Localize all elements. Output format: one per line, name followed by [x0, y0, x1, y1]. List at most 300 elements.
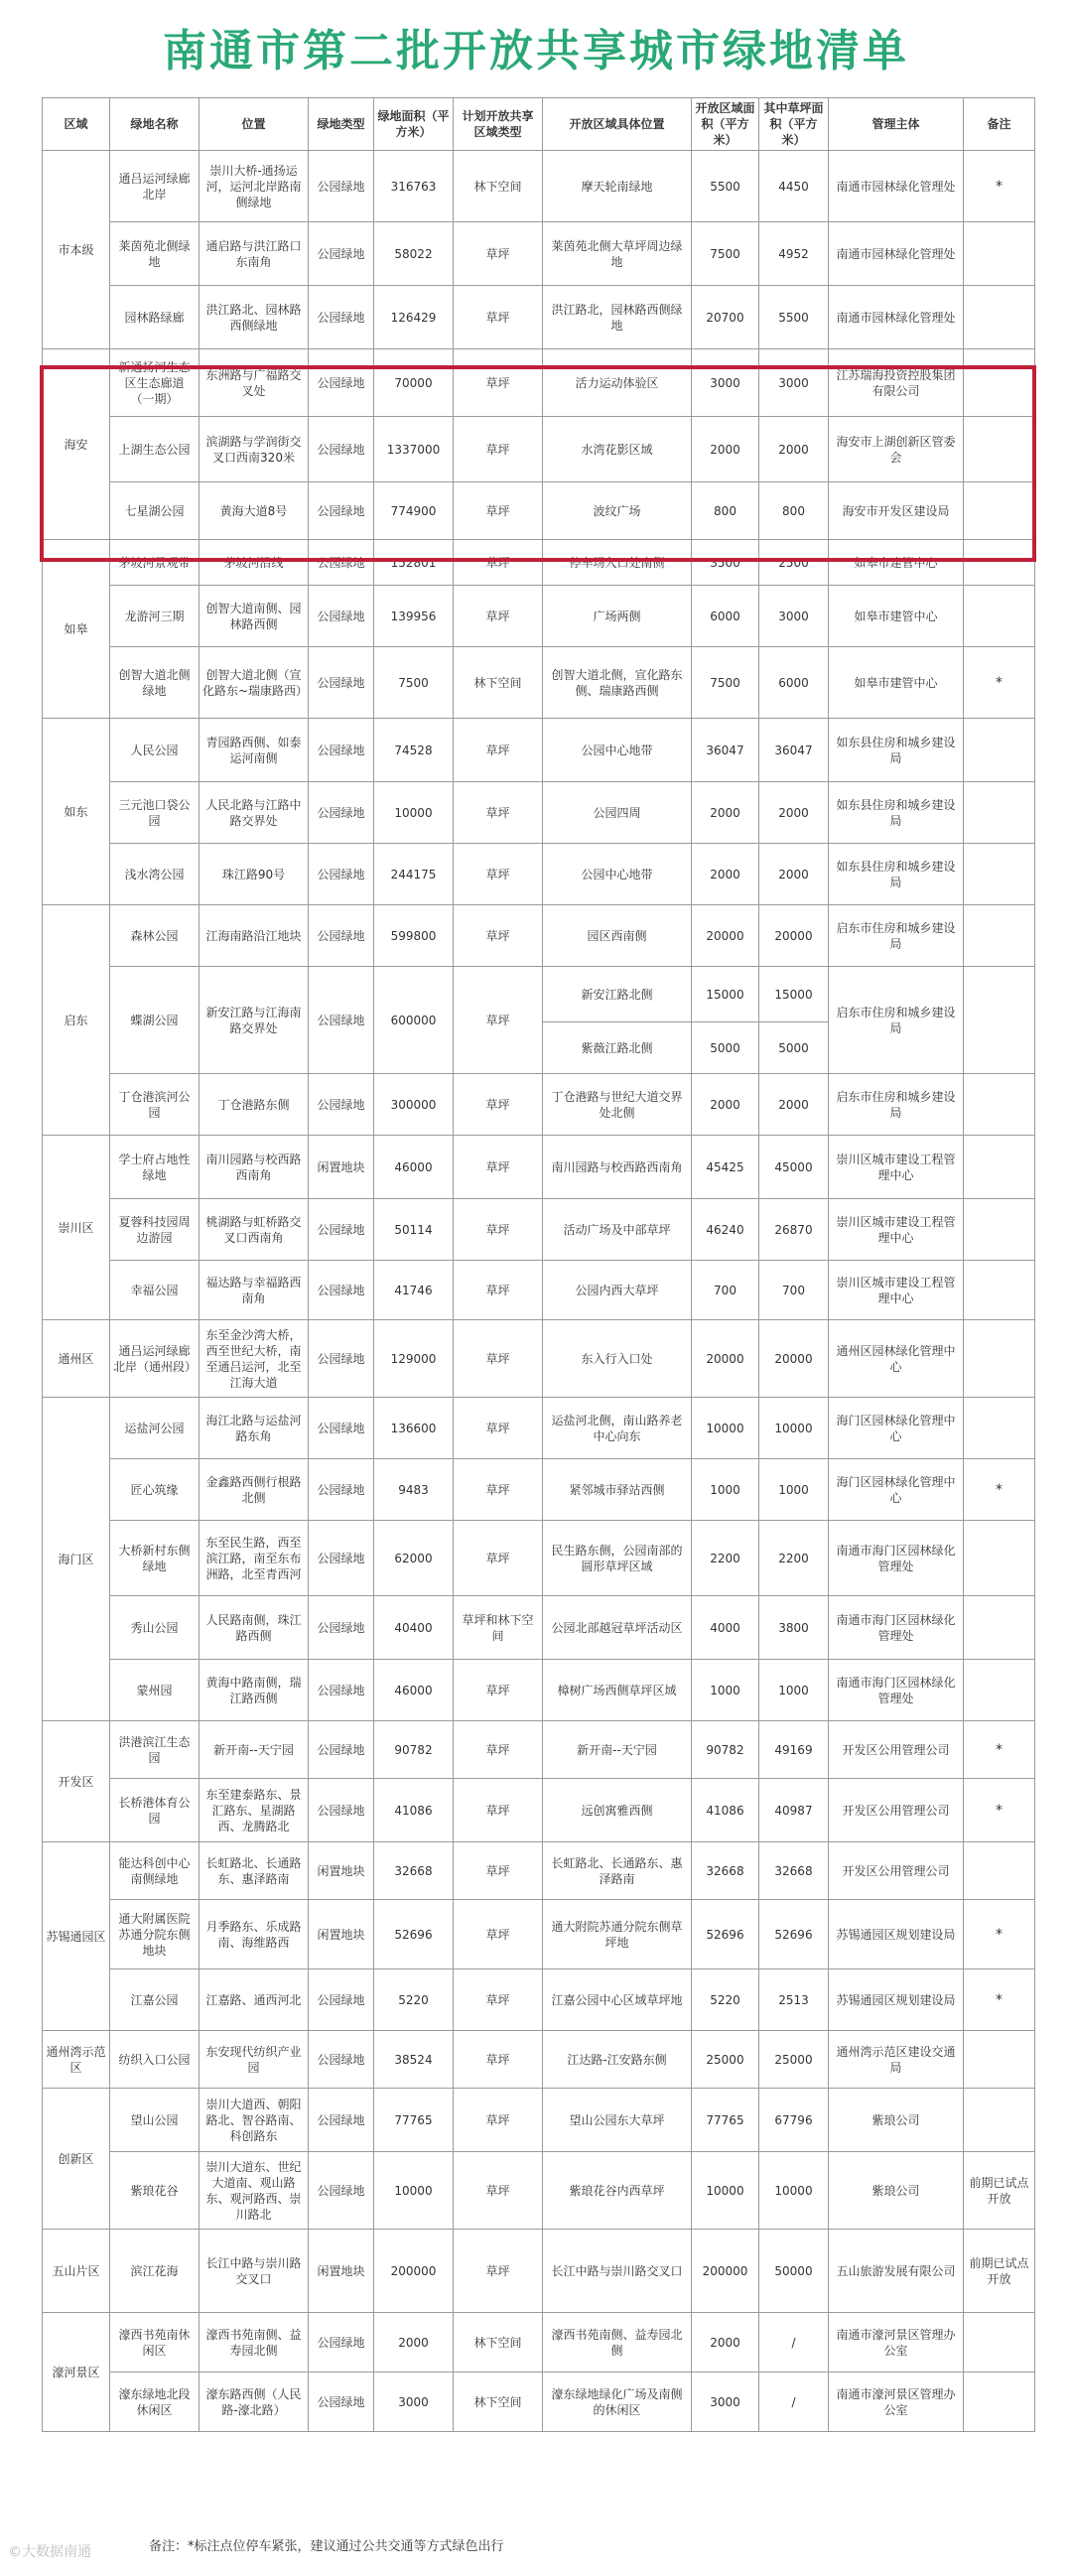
green-area-cell: 7500 [374, 647, 454, 719]
region-cell: 崇川区 [43, 1136, 110, 1320]
open-area-cell: 5000 [692, 1022, 759, 1074]
column-header: 开放区域面积（平方米） [692, 98, 759, 151]
open-area-cell: 3000 [692, 349, 759, 417]
green-name-cell: 夏蓉科技园周边游园 [110, 1199, 200, 1261]
table-row [43, 1900, 1035, 1969]
note-cell [964, 1521, 1035, 1596]
green-name-cell: 丁仓港滨河公园 [110, 1074, 200, 1136]
footnote: 备注：*标注点位停车紧张，建议通过公共交通等方式绿色出行 [149, 2539, 504, 2554]
green-type-cell: 公园绿地 [309, 1660, 374, 1721]
table-row [43, 1320, 1035, 1398]
location-cell: 青园路西侧、如泰运河南侧 [200, 719, 309, 782]
green-type-cell: 公园绿地 [309, 1596, 374, 1660]
lawn-area-cell: 67796 [759, 2089, 829, 2152]
manager-cell: 崇川区城市建设工程管理中心 [829, 1199, 964, 1261]
green-name-cell: 望山公园 [110, 2089, 200, 2152]
open-area-cell: 3000 [692, 2373, 759, 2432]
location-cell: 月季路东、乐成路南、海维路西 [200, 1900, 309, 1969]
green-name-cell: 滨江花海 [110, 2230, 200, 2313]
table-row [43, 1261, 1035, 1320]
open-spot-cell: 莱茵苑北侧大草坪周边绿地 [543, 222, 692, 286]
open-spot-cell: 创智大道北侧，宣化路东侧、瑞康路西侧 [543, 647, 692, 719]
manager-cell: 南通市濠河景区管理办公室 [829, 2373, 964, 2432]
location-cell: 人民北路与江路中路交界处 [200, 782, 309, 844]
note-cell [964, 782, 1035, 844]
lawn-area-cell: 15000 [759, 967, 829, 1022]
manager-cell: 启东市住房和城乡建设局 [829, 967, 964, 1074]
table-row [43, 2152, 1035, 2230]
green-name-cell: 紫琅花谷 [110, 2152, 200, 2230]
green-type-cell: 闲置地块 [309, 2230, 374, 2313]
region-cell: 市本级 [43, 151, 110, 349]
table-row [43, 719, 1035, 782]
share-type-cell: 草坪 [454, 1721, 543, 1779]
green-name-cell: 蒙州园 [110, 1660, 200, 1721]
open-area-cell: 77765 [692, 2089, 759, 2152]
manager-cell: 苏锡通园区规划建设局 [829, 1900, 964, 1969]
open-area-cell: 15000 [692, 967, 759, 1022]
location-cell: 南川园路与校西路西南角 [200, 1136, 309, 1199]
column-header: 区域 [43, 98, 110, 151]
green-type-cell: 公园绿地 [309, 905, 374, 967]
note-cell: * [964, 1721, 1035, 1779]
region-cell: 启东 [43, 905, 110, 1136]
open-spot-cell: 停车场入口处南侧 [543, 540, 692, 586]
watermark-logo: ©大数据南通 [8, 2544, 91, 2560]
manager-cell: 海安市上湖创新区管委会 [829, 417, 964, 482]
green-type-cell: 公园绿地 [309, 844, 374, 905]
lawn-area-cell: 20000 [759, 1320, 829, 1398]
manager-cell: 启东市住房和城乡建设局 [829, 1074, 964, 1136]
note-cell: * [964, 1459, 1035, 1521]
green-area-cell: 52696 [374, 1900, 454, 1969]
open-spot-cell: 濠东绿地绿化广场及南侧的休闲区 [543, 2373, 692, 2432]
location-cell: 滨湖路与学润街交叉口西南320米 [200, 417, 309, 482]
region-cell: 如东 [43, 719, 110, 905]
green-name-cell: 浅水湾公园 [110, 844, 200, 905]
table-row [43, 1721, 1035, 1779]
open-spot-cell: 丁仓港路与世纪大道交界处北侧 [543, 1074, 692, 1136]
green-area-cell: 32668 [374, 1842, 454, 1900]
note-cell [964, 2031, 1035, 2089]
open-area-cell: 32668 [692, 1842, 759, 1900]
note-cell [964, 1596, 1035, 1660]
note-cell [964, 1660, 1035, 1721]
share-type-cell: 草坪和林下空间 [454, 1596, 543, 1660]
manager-cell: 南通市濠河景区管理办公室 [829, 2313, 964, 2373]
green-name-cell: 学士府占地性绿地 [110, 1136, 200, 1199]
location-cell: 通启路与洪江路口东南角 [200, 222, 309, 286]
location-cell: 新安江路与江海南路交界处 [200, 967, 309, 1074]
note-cell [964, 2313, 1035, 2373]
location-cell: 桃湖路与虹桥路交叉口西南角 [200, 1199, 309, 1261]
table-row [43, 417, 1035, 482]
open-area-cell: 25000 [692, 2031, 759, 2089]
open-area-cell: 52696 [692, 1900, 759, 1969]
manager-cell: 南通市园林绿化管理处 [829, 286, 964, 349]
lawn-area-cell: 26870 [759, 1199, 829, 1261]
green-name-cell: 三元池口袋公园 [110, 782, 200, 844]
note-cell: * [964, 1900, 1035, 1969]
lawn-area-cell: 49169 [759, 1721, 829, 1779]
lawn-area-cell: 36047 [759, 719, 829, 782]
location-cell: 创智大道北侧（宣化路东~瑞康路西） [200, 647, 309, 719]
share-type-cell: 林下空间 [454, 2313, 543, 2373]
table-row [43, 905, 1035, 967]
lawn-area-cell: 700 [759, 1261, 829, 1320]
green-type-cell: 公园绿地 [309, 482, 374, 540]
location-cell: 崇川大道东、世纪大道南、观山路东、观河路西、崇川路北 [200, 2152, 309, 2230]
open-spot-cell: 长江中路与崇川路交叉口 [543, 2230, 692, 2313]
lawn-area-cell: 32668 [759, 1842, 829, 1900]
table-row [43, 222, 1035, 286]
share-type-cell: 草坪 [454, 1842, 543, 1900]
location-cell: 茅坡河沿线 [200, 540, 309, 586]
share-type-cell: 草坪 [454, 540, 543, 586]
open-spot-cell: 公园中心地带 [543, 844, 692, 905]
column-header: 其中草坪面积（平方米） [759, 98, 829, 151]
lawn-area-cell: 40987 [759, 1779, 829, 1842]
lawn-area-cell: 2500 [759, 540, 829, 586]
green-area-cell: 1337000 [374, 417, 454, 482]
table-row [43, 2373, 1035, 2432]
share-type-cell: 草坪 [454, 1320, 543, 1398]
share-type-cell: 草坪 [454, 586, 543, 647]
green-type-cell: 公园绿地 [309, 349, 374, 417]
column-header: 备注 [964, 98, 1035, 151]
green-type-cell: 公园绿地 [309, 1779, 374, 1842]
column-header: 计划开放共享区域类型 [454, 98, 543, 151]
note-cell: * [964, 151, 1035, 222]
share-type-cell: 草坪 [454, 782, 543, 844]
column-header: 位置 [200, 98, 309, 151]
table-row [43, 782, 1035, 844]
open-spot-cell: 新开南--天宁园 [543, 1721, 692, 1779]
green-type-cell: 闲置地块 [309, 1136, 374, 1199]
region-cell: 五山片区 [43, 2230, 110, 2313]
green-name-cell: 上湖生态公园 [110, 417, 200, 482]
open-area-cell: 6000 [692, 586, 759, 647]
manager-cell: 如东县住房和城乡建设局 [829, 782, 964, 844]
green-type-cell: 公园绿地 [309, 2373, 374, 2432]
location-cell: 东至金沙湾大桥，西至世纪大桥，南至通吕运河，北至江海大道 [200, 1320, 309, 1398]
green-type-cell: 公园绿地 [309, 1398, 374, 1459]
table-row [43, 586, 1035, 647]
open-spot-cell: 水湾花影区域 [543, 417, 692, 482]
open-area-cell: 800 [692, 482, 759, 540]
share-type-cell: 草坪 [454, 2230, 543, 2313]
page-title: 南通市第二批开放共享城市绿地清单 [163, 26, 909, 76]
open-spot-cell: 公园北部越冠草坪活动区 [543, 1596, 692, 1660]
open-spot-cell: 公园内西大草坪 [543, 1261, 692, 1320]
green-name-cell: 创智大道北侧绿地 [110, 647, 200, 719]
table-row [43, 2313, 1035, 2373]
share-type-cell: 草坪 [454, 1900, 543, 1969]
green-area-cell: 3000 [374, 2373, 454, 2432]
green-area-cell: 139956 [374, 586, 454, 647]
table-row [43, 1521, 1035, 1596]
open-area-cell: 36047 [692, 719, 759, 782]
lawn-area-cell: 10000 [759, 2152, 829, 2230]
open-area-cell: 46240 [692, 1199, 759, 1261]
green-type-cell: 公园绿地 [309, 1969, 374, 2031]
table-row [43, 1596, 1035, 1660]
share-type-cell: 草坪 [454, 1136, 543, 1199]
location-cell: 创智大道南侧、园林路西侧 [200, 586, 309, 647]
location-cell: 东至民生路，西至滨江路，南至东布洲路，北至青西河 [200, 1521, 309, 1596]
lawn-area-cell: 52696 [759, 1900, 829, 1969]
note-cell [964, 286, 1035, 349]
table-row [43, 647, 1035, 719]
note-cell [964, 1842, 1035, 1900]
location-cell: 江海南路沿江地块 [200, 905, 309, 967]
open-area-cell: 2200 [692, 1521, 759, 1596]
lawn-area-cell: 1000 [759, 1459, 829, 1521]
open-spot-cell: 摩天轮南绿地 [543, 151, 692, 222]
open-area-cell: 7500 [692, 647, 759, 719]
lawn-area-cell: / [759, 2313, 829, 2373]
open-area-cell: 2000 [692, 417, 759, 482]
green-area-cell: 316763 [374, 151, 454, 222]
green-type-cell: 公园绿地 [309, 2313, 374, 2373]
lawn-area-cell: 2000 [759, 417, 829, 482]
green-type-cell: 公园绿地 [309, 1521, 374, 1596]
green-area-cell: 599800 [374, 905, 454, 967]
column-header: 绿地类型 [309, 98, 374, 151]
green-type-cell: 公园绿地 [309, 540, 374, 586]
share-type-cell: 草坪 [454, 1261, 543, 1320]
share-type-cell: 草坪 [454, 1521, 543, 1596]
share-type-cell: 草坪 [454, 844, 543, 905]
lawn-area-cell: 4450 [759, 151, 829, 222]
manager-cell: 开发区公用管理公司 [829, 1842, 964, 1900]
open-area-cell: 20000 [692, 905, 759, 967]
lawn-area-cell: / [759, 2373, 829, 2432]
note-cell [964, 586, 1035, 647]
note-cell [964, 1261, 1035, 1320]
green-name-cell: 莱茵苑北侧绿地 [110, 222, 200, 286]
open-spot-cell: 运盐河北侧，南山路养老中心向东 [543, 1398, 692, 1459]
green-name-cell: 江嘉公园 [110, 1969, 200, 2031]
note-cell [964, 1074, 1035, 1136]
open-spot-cell: 长虹路北、长通路东、惠泽路南 [543, 1842, 692, 1900]
manager-cell: 如皋市建管中心 [829, 647, 964, 719]
location-cell: 黄海中路南侧，瑞江路西侧 [200, 1660, 309, 1721]
table-row [43, 1660, 1035, 1721]
green-area-cell: 10000 [374, 782, 454, 844]
region-cell: 创新区 [43, 2089, 110, 2230]
green-name-cell: 濠西书苑南休闲区 [110, 2313, 200, 2373]
column-header: 开放区域具体位置 [543, 98, 692, 151]
manager-cell: 通州区园林绿化管理中心 [829, 1320, 964, 1398]
green-area-cell: 200000 [374, 2230, 454, 2313]
table-row [43, 1459, 1035, 1521]
open-spot-cell: 活力运动体验区 [543, 349, 692, 417]
green-area-cell: 90782 [374, 1721, 454, 1779]
open-area-cell: 5500 [692, 151, 759, 222]
note-cell [964, 417, 1035, 482]
manager-cell: 通州湾示范区建设交通局 [829, 2031, 964, 2089]
green-area-cell: 244175 [374, 844, 454, 905]
share-type-cell: 草坪 [454, 967, 543, 1074]
green-name-cell: 通大附属医院苏通分院东侧地块 [110, 1900, 200, 1969]
green-area-cell: 62000 [374, 1521, 454, 1596]
region-cell: 如皋 [43, 540, 110, 719]
open-spot-cell: 广场两侧 [543, 586, 692, 647]
manager-cell: 南通市海门区园林绿化管理处 [829, 1596, 964, 1660]
green-area-cell: 129000 [374, 1320, 454, 1398]
share-type-cell: 草坪 [454, 2089, 543, 2152]
share-type-cell: 草坪 [454, 2031, 543, 2089]
column-header: 绿地面积（平方米） [374, 98, 454, 151]
open-area-cell: 10000 [692, 1398, 759, 1459]
green-name-cell: 秀山公园 [110, 1596, 200, 1660]
note-cell [964, 482, 1035, 540]
green-name-cell: 森林公园 [110, 905, 200, 967]
table-row [43, 1199, 1035, 1261]
manager-cell: 如东县住房和城乡建设局 [829, 844, 964, 905]
green-name-cell: 幸福公园 [110, 1261, 200, 1320]
lawn-area-cell: 45000 [759, 1136, 829, 1199]
green-name-cell: 匠心筑缘 [110, 1459, 200, 1521]
open-spot-cell: 濠西书苑南侧、益寿园北侧 [543, 2313, 692, 2373]
green-area-cell: 5220 [374, 1969, 454, 2031]
green-area-cell: 46000 [374, 1660, 454, 1721]
note-cell [964, 719, 1035, 782]
lawn-area-cell: 3000 [759, 349, 829, 417]
manager-cell: 海门区园林绿化管理中心 [829, 1398, 964, 1459]
open-spot-cell: 江嘉公园中心区域草坪地 [543, 1969, 692, 2031]
share-type-cell: 草坪 [454, 1779, 543, 1842]
green-area-cell: 46000 [374, 1136, 454, 1199]
open-area-cell: 2000 [692, 1074, 759, 1136]
open-spot-cell: 新安江路北侧 [543, 967, 692, 1022]
table-header-row [43, 98, 1035, 151]
open-area-cell: 2000 [692, 844, 759, 905]
lawn-area-cell: 2200 [759, 1521, 829, 1596]
location-cell: 东安现代纺织产业园 [200, 2031, 309, 2089]
share-type-cell: 林下空间 [454, 647, 543, 719]
manager-cell: 崇川区城市建设工程管理中心 [829, 1136, 964, 1199]
location-cell: 濠东路西侧（人民路-濠北路） [200, 2373, 309, 2432]
location-cell: 江嘉路、通西河北 [200, 1969, 309, 2031]
table-row [43, 286, 1035, 349]
table-row [43, 540, 1035, 586]
location-cell: 新开南--天宁园 [200, 1721, 309, 1779]
lawn-area-cell: 4952 [759, 222, 829, 286]
region-cell: 开发区 [43, 1721, 110, 1842]
table-row [43, 151, 1035, 222]
open-spot-cell: 洪江路北，园林路西侧绿地 [543, 286, 692, 349]
manager-cell: 海安市开发区建设局 [829, 482, 964, 540]
green-area-cell: 40400 [374, 1596, 454, 1660]
open-spot-cell: 通大附院苏通分院东侧草坪地 [543, 1900, 692, 1969]
share-type-cell: 草坪 [454, 1398, 543, 1459]
open-spot-cell: 公园中心地带 [543, 719, 692, 782]
green-area-cell: 50114 [374, 1199, 454, 1261]
table-row [43, 2230, 1035, 2313]
green-area-cell: 58022 [374, 222, 454, 286]
location-cell: 崇川大桥-通扬运河，运河北岸路南侧绿地 [200, 151, 309, 222]
green-name-cell: 运盐河公园 [110, 1398, 200, 1459]
lawn-area-cell: 50000 [759, 2230, 829, 2313]
open-area-cell: 20700 [692, 286, 759, 349]
note-cell: * [964, 647, 1035, 719]
note-cell: * [964, 1969, 1035, 2031]
location-cell: 濠西书苑南侧、益寿园北侧 [200, 2313, 309, 2373]
manager-cell: 江苏瑞海投资控股集团有限公司 [829, 349, 964, 417]
region-cell: 海门区 [43, 1398, 110, 1721]
share-type-cell: 草坪 [454, 222, 543, 286]
location-cell: 人民路南侧，珠江路西侧 [200, 1596, 309, 1660]
lawn-area-cell: 10000 [759, 1398, 829, 1459]
lawn-area-cell: 2513 [759, 1969, 829, 2031]
green-area-cell: 774900 [374, 482, 454, 540]
table-row [43, 2031, 1035, 2089]
note-cell [964, 967, 1035, 1074]
region-cell: 濠河景区 [43, 2313, 110, 2432]
green-name-cell: 能达科创中心南侧绿地 [110, 1842, 200, 1900]
region-cell: 通州湾示范区 [43, 2031, 110, 2089]
share-type-cell: 草坪 [454, 417, 543, 482]
green-type-cell: 公园绿地 [309, 222, 374, 286]
manager-cell: 如东县住房和城乡建设局 [829, 719, 964, 782]
green-area-cell: 152801 [374, 540, 454, 586]
open-spot-cell: 公园四周 [543, 782, 692, 844]
open-area-cell: 4000 [692, 1596, 759, 1660]
note-cell: 前期已试点开放 [964, 2230, 1035, 2313]
lawn-area-cell: 20000 [759, 905, 829, 967]
green-type-cell: 公园绿地 [309, 586, 374, 647]
location-cell: 黄海大道8号 [200, 482, 309, 540]
green-name-cell: 园林路绿廊 [110, 286, 200, 349]
green-name-cell: 大桥新村东侧绿地 [110, 1521, 200, 1596]
manager-cell: 如皋市建管中心 [829, 586, 964, 647]
lawn-area-cell: 3800 [759, 1596, 829, 1660]
share-type-cell: 草坪 [454, 719, 543, 782]
manager-cell: 开发区公用管理公司 [829, 1721, 964, 1779]
manager-cell: 紫琅公司 [829, 2089, 964, 2152]
lawn-area-cell: 800 [759, 482, 829, 540]
green-name-cell: 七星湖公园 [110, 482, 200, 540]
open-spot-cell: 江达路-江安路东侧 [543, 2031, 692, 2089]
lawn-area-cell: 2000 [759, 782, 829, 844]
note-cell [964, 1398, 1035, 1459]
open-spot-cell: 紧邻城市驿站西侧 [543, 1459, 692, 1521]
open-area-cell: 3500 [692, 540, 759, 586]
location-cell: 长江中路与崇川路交叉口 [200, 2230, 309, 2313]
green-name-cell: 纺织入口公园 [110, 2031, 200, 2089]
green-area-cell: 600000 [374, 967, 454, 1074]
green-type-cell: 公园绿地 [309, 1320, 374, 1398]
open-area-cell: 1000 [692, 1459, 759, 1521]
green-name-cell: 新通扬河生态区生态廊道（一期） [110, 349, 200, 417]
lawn-area-cell: 25000 [759, 2031, 829, 2089]
manager-cell: 开发区公用管理公司 [829, 1779, 964, 1842]
green-type-cell: 公园绿地 [309, 2152, 374, 2230]
region-cell: 苏锡通园区 [43, 1842, 110, 2031]
manager-cell: 南通市海门区园林绿化管理处 [829, 1521, 964, 1596]
manager-cell: 如皋市建管中心 [829, 540, 964, 586]
green-type-cell: 公园绿地 [309, 417, 374, 482]
open-spot-cell: 南川园路与校西路西南角 [543, 1136, 692, 1199]
open-area-cell: 200000 [692, 2230, 759, 2313]
green-type-cell: 公园绿地 [309, 1261, 374, 1320]
note-cell [964, 1320, 1035, 1398]
lawn-area-cell: 1000 [759, 1660, 829, 1721]
green-area-cell: 74528 [374, 719, 454, 782]
green-type-cell: 闲置地块 [309, 1842, 374, 1900]
